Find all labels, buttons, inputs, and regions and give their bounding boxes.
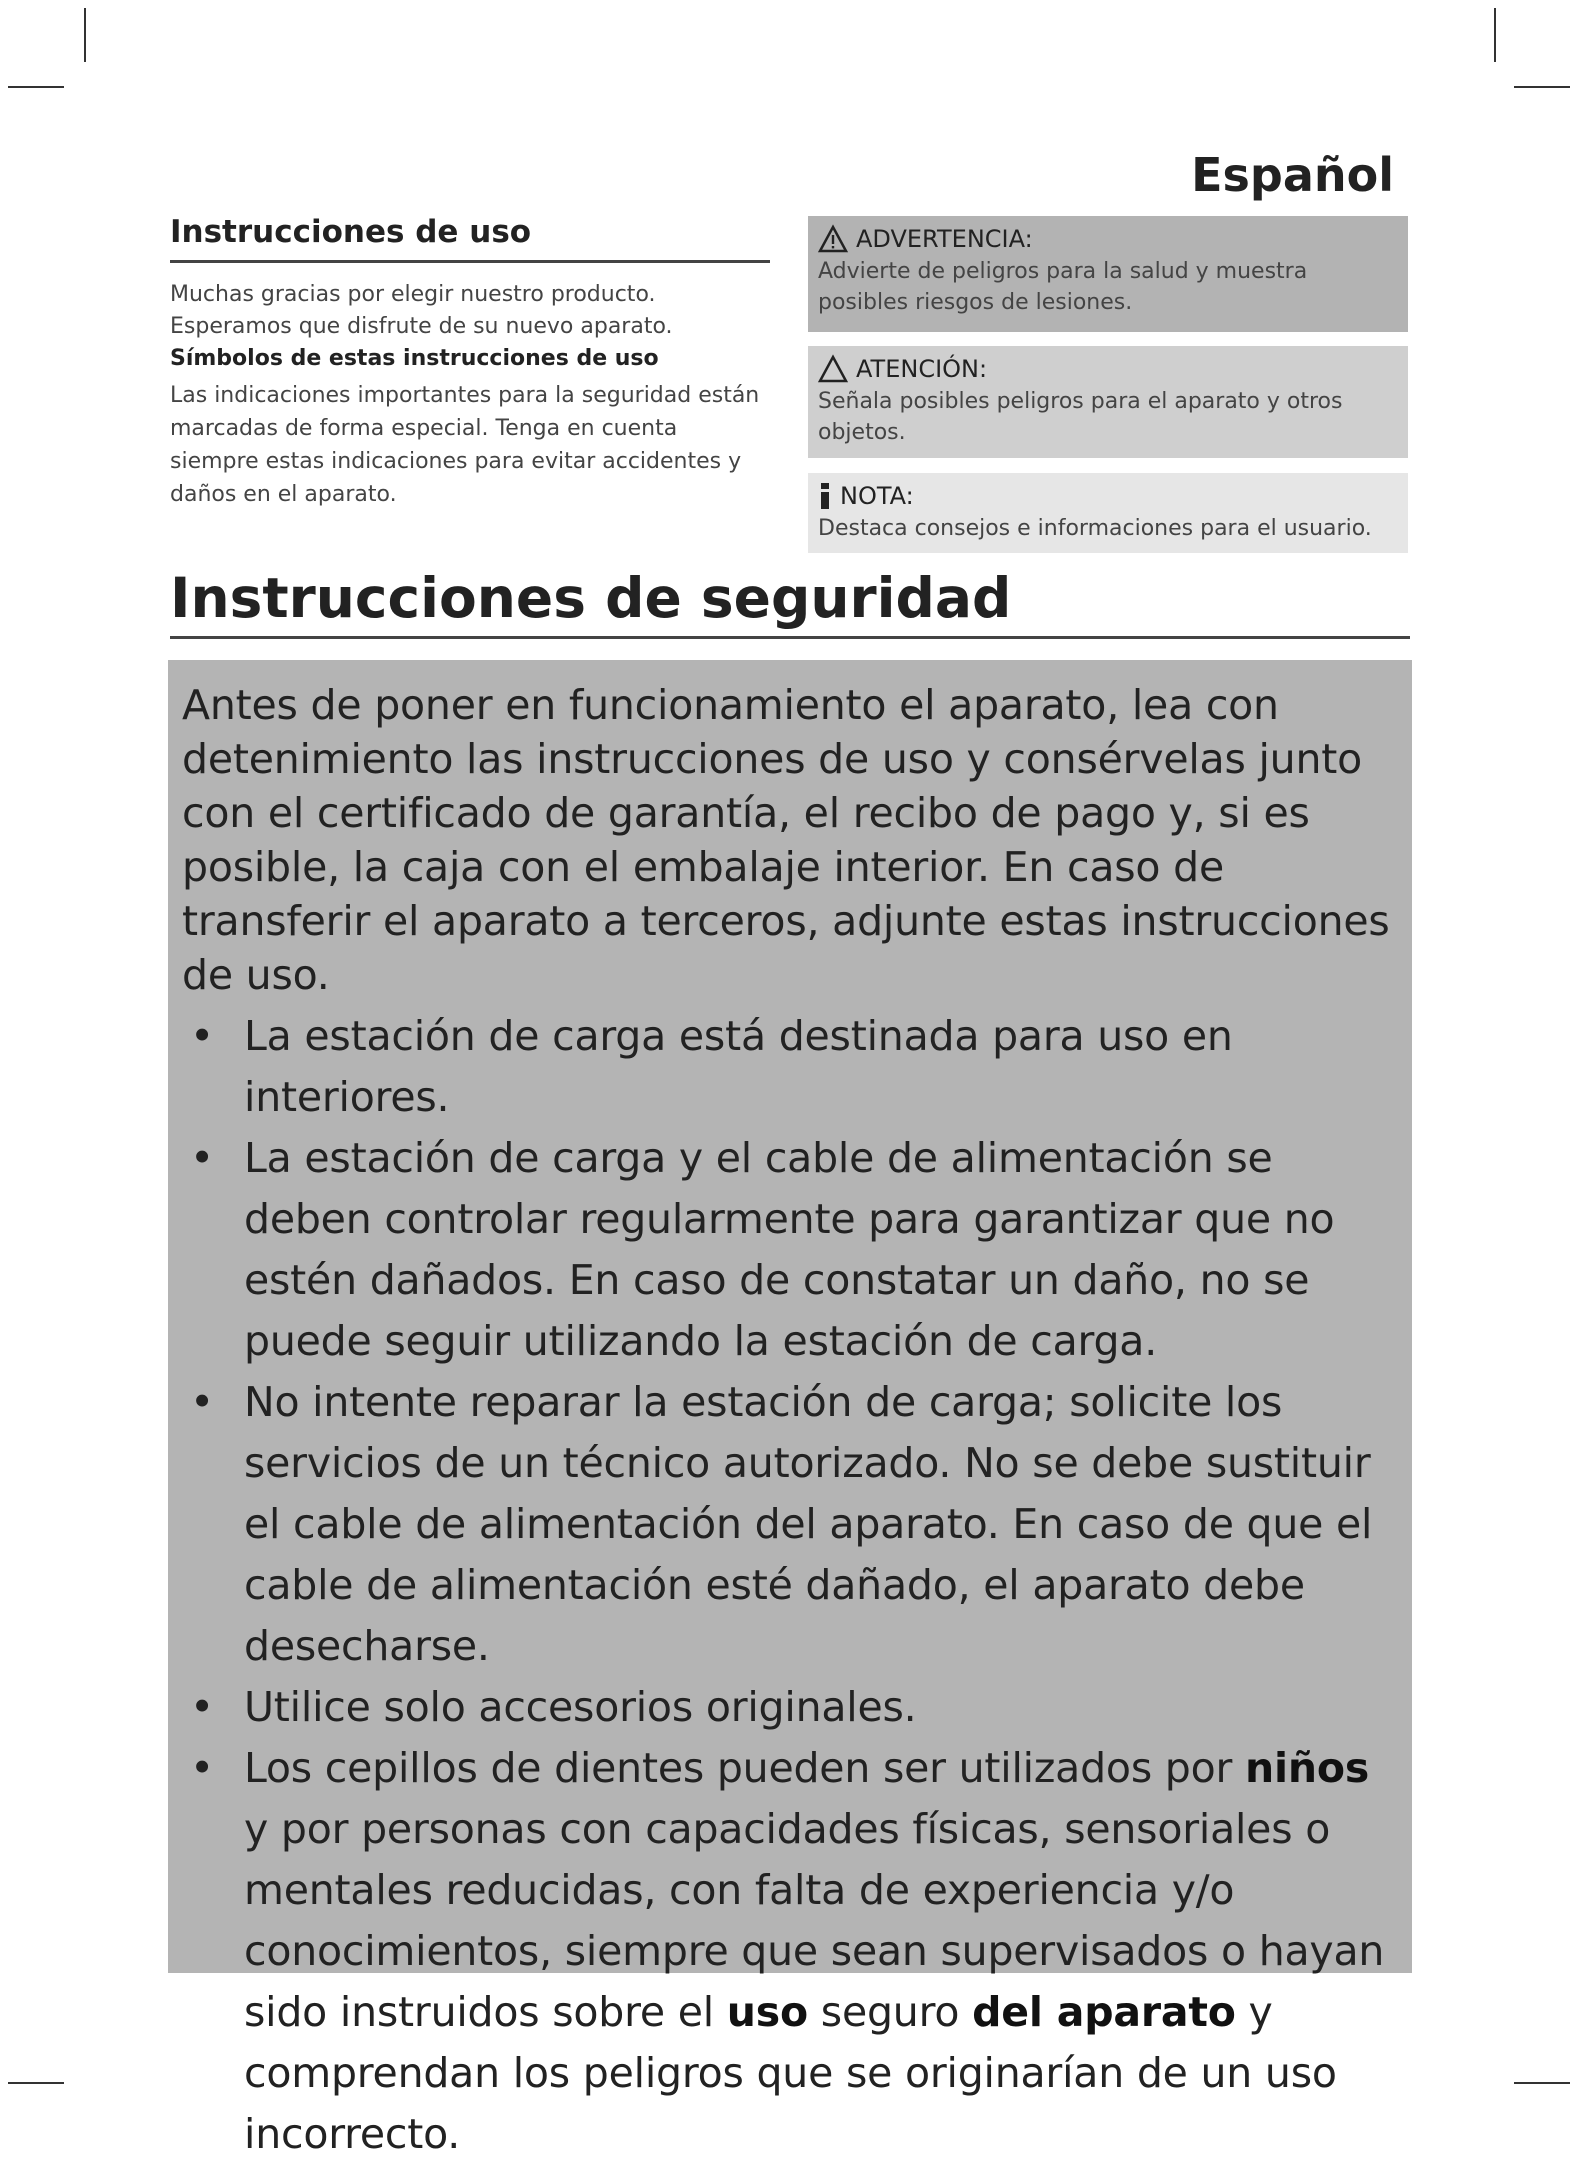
bullet-icon: • [190,1683,214,1731]
caution-notice [808,346,1408,458]
bullet-icon: • [190,1744,214,1792]
bold-text: uso [726,1988,808,2036]
list-item [182,1128,1398,1372]
caution-title: ATENCIÓN: [856,355,988,383]
text-fragment: Los cepillos de dientes pueden ser utilizados por [244,1744,1246,1792]
crop-mark [1494,8,1496,62]
crop-mark [8,86,64,88]
list-item-text [244,1744,1384,2158]
note-text: Destaca consejos e informaciones para el usuario. [818,516,1372,541]
list-item-text: Utilice solo accesorios originales. [244,1683,917,1731]
bold-text: niños [1245,1744,1370,1792]
text-fragment: y comprendan los peligros que se originarían de un uso incorrecto. [244,1988,1337,2158]
bullet-icon: • [190,1134,214,1182]
caution-title-row [818,352,1398,386]
warning-title-row [818,222,1398,256]
text-fragment: seguro [807,1988,973,2036]
list-item [182,1006,1398,1128]
caution-text: Señala posibles peligros para el aparato y otros objetos. [818,389,1343,445]
warning-triangle-icon [818,225,848,253]
note-title-row [818,479,1398,513]
language-label: Español [1191,148,1394,202]
crop-mark [1514,86,1570,88]
safety-box [168,660,1412,2158]
list-item-text: La estación de carga está destinada para uso en interiores. [244,1012,1233,1121]
crop-mark [84,8,86,62]
caution-triangle-icon [818,355,848,383]
usage-title: Instrucciones de uso [170,214,770,263]
warning-notice [808,216,1408,332]
note-notice [808,473,1408,553]
info-icon [818,481,832,511]
list-item [182,1372,1398,1677]
safety-list [182,1006,1398,2165]
bold-text: del aparato [972,1988,1236,2036]
bullet-icon: • [190,1012,214,1060]
list-item-text: No intente reparar la estación de carga; solicite los servicios de un técnico autorizado. No se debe sustituir el cable de alimentación del aparato. En caso de que el cable de alimentación esté dañado, el aparato debe desecharse. [244,1378,1373,1670]
text-fragment: y por personas con capacidades físicas, sensoriales o mentales reducidas, con falta de experiencia y/o conocimientos, siempre que sean supervisados o hayan sido instruidos sobre el [244,1805,1385,2036]
list-item [182,1738,1398,2165]
safety-intro: Antes de poner en funcionamiento el aparato, lea con detenimiento las instrucciones de uso y consérvelas junto con el certificado de garantía, el recibo de pago y, si es posible, la caja con el embalaje interior. En caso de transferir el aparato a terceros, adjunte estas instrucciones de uso. [182,681,1390,999]
bullet-icon: • [190,1378,214,1426]
list-item-text: La estación de carga y el cable de alimentación se deben controlar regularmente para garantizar que no estén dañados. En caso de constatar un daño, no se puede seguir utilizando la estación de carga. [244,1134,1335,1365]
warning-title: ADVERTENCIA: [856,225,1033,253]
usage-section [170,214,770,511]
list-item [182,1677,1398,1738]
symbols-text: Las indicaciones importantes para la seguridad están marcadas de forma especial. Tenga en cuenta siempre estas indicaciones para evitar accidentes y daños en el aparato. [170,383,760,507]
crop-mark [1514,2082,1570,2084]
crop-mark [8,2082,64,2084]
safety-title: Instrucciones de seguridad [170,566,1410,639]
usage-intro: Muchas gracias por elegir nuestro producto. Esperamos que disfrute de su nuevo aparato. [170,282,673,339]
note-title: NOTA: [840,482,914,510]
symbols-title: Símbolos de estas instrucciones de uso [170,346,659,371]
warning-text: Advierte de peligros para la salud y muestra posibles riesgos de lesiones. [818,259,1308,315]
